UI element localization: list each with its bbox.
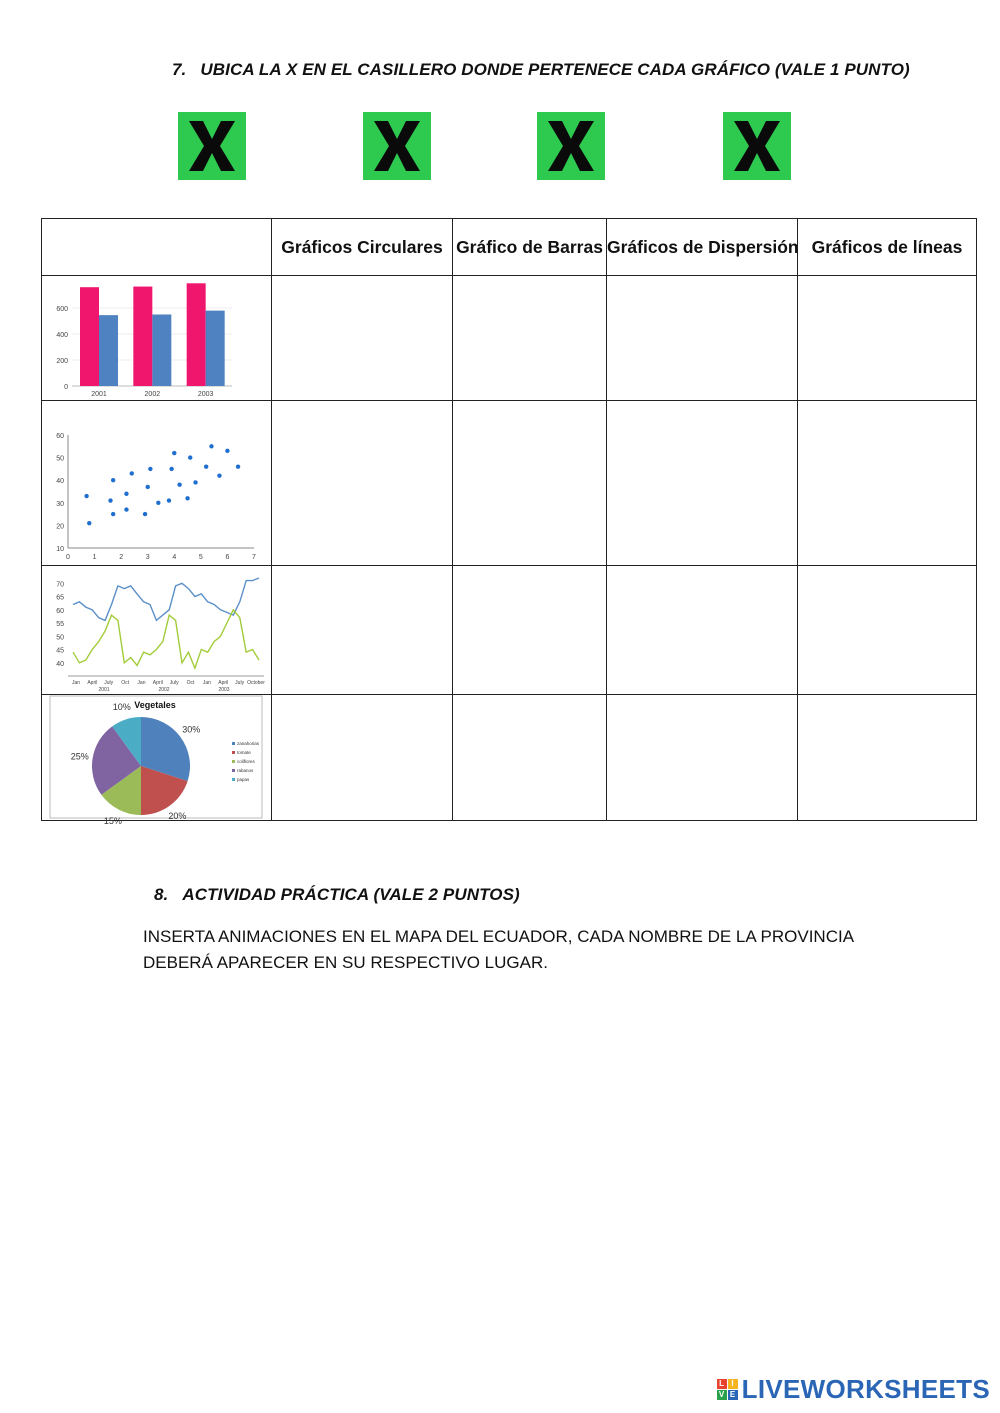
y-tick-label: 45 <box>56 647 64 655</box>
question-8-title <box>154 885 520 905</box>
legend-label: coliflores <box>237 759 255 764</box>
x-tick-label: 0 <box>66 554 70 561</box>
bar <box>206 311 225 386</box>
legend-label: papas <box>237 777 250 782</box>
answer-cell-row3-pie[interactable] <box>272 566 453 695</box>
y-tick-label: 60 <box>56 433 64 440</box>
question-8-instructions: INSERTA ANIMACIONES EN EL MAPA DEL ECUADOR, CADA NOMBRE DE LA PROVINCIA DEBERÁ APARECER EN SU RESPECTIVO LUGAR. <box>143 927 854 972</box>
x-tick-label: 2 <box>119 554 124 561</box>
legend-swatch <box>232 742 235 745</box>
year-label: 2002 <box>158 687 170 693</box>
x-tick-label: Jan <box>137 680 146 686</box>
legend-swatch <box>232 769 235 772</box>
scatter-chart-thumbnail <box>42 401 271 565</box>
year-label: 2001 <box>98 687 110 693</box>
scatter-point <box>156 501 160 505</box>
bar <box>152 315 171 387</box>
draggable-x-tile-3[interactable] <box>537 112 605 180</box>
x-tick-label: 7 <box>252 554 256 561</box>
slice-label: 25% <box>70 751 89 762</box>
x-tick-label: 2003 <box>197 391 214 398</box>
table-header-row <box>42 219 977 276</box>
scatter-point <box>225 449 229 453</box>
y-tick-label: 40 <box>56 478 64 486</box>
answer-cell-row1-scatter[interactable] <box>607 276 798 401</box>
x-tick-label: 3 <box>145 554 150 561</box>
header-scatter-charts: Gráficos de Dispersión <box>607 219 798 276</box>
answer-cell-row2-scatter[interactable] <box>607 401 798 566</box>
x-tick-label: July <box>235 680 245 686</box>
slice-label: 10% <box>112 702 131 712</box>
x-tick-label: 1 <box>92 554 97 561</box>
line-chart-thumbnail <box>42 566 271 694</box>
answer-cell-row1-pie[interactable] <box>272 276 453 401</box>
scatter-point <box>124 507 128 511</box>
scatter-point <box>185 496 189 500</box>
legend-label: rabanos <box>237 768 254 773</box>
thumbnail-cell-pie <box>42 695 272 827</box>
question-8-number: 8. <box>154 885 169 904</box>
x-tick-label: Jan <box>202 680 211 686</box>
x-mark-icon <box>368 117 426 175</box>
bar <box>133 287 152 386</box>
x-tick-label: Jan <box>71 680 81 686</box>
x-tick-label: Oct <box>121 680 129 686</box>
scatter-point <box>130 471 134 475</box>
bar-chart-thumbnail <box>42 276 271 400</box>
x-tick-label: October <box>247 680 265 686</box>
scatter-point <box>177 483 181 487</box>
scatter-point <box>111 478 115 482</box>
y-tick-label: 30 <box>56 500 64 508</box>
thumbnail-cell-scatter <box>42 401 272 566</box>
pie-chart-thumbnail <box>42 695 271 827</box>
x-tick-label: 4 <box>172 554 177 561</box>
y-tick-label: 0 <box>64 384 68 391</box>
header-bar-charts: Gráfico de Barras <box>453 219 607 276</box>
scatter-point <box>167 498 171 502</box>
answer-cell-row3-bar[interactable] <box>453 566 607 695</box>
y-tick-label: 50 <box>56 455 64 463</box>
x-mark-icon <box>728 117 786 175</box>
answer-cell-row4-scatter[interactable] <box>607 695 798 821</box>
x-tick-label: April <box>218 680 229 686</box>
scatter-point <box>108 498 112 502</box>
question-7-title <box>172 60 910 80</box>
draggable-x-tile-1[interactable] <box>178 112 246 180</box>
table-row <box>42 276 977 401</box>
answer-cell-row4-bar[interactable] <box>453 695 607 821</box>
scatter-point <box>124 492 128 496</box>
legend-label: tomate <box>237 750 251 755</box>
thumbnail-cell-line <box>42 566 272 695</box>
bar <box>99 315 118 386</box>
answer-cell-row2-line[interactable] <box>798 401 977 566</box>
y-tick-label: 600 <box>56 306 68 313</box>
scatter-point <box>143 512 147 516</box>
table-row <box>42 566 977 695</box>
x-tick-label: July <box>104 680 114 686</box>
x-mark-icon <box>542 117 600 175</box>
table-row <box>42 401 977 566</box>
scatter-point <box>84 494 88 498</box>
draggable-x-tile-2[interactable] <box>363 112 431 180</box>
answer-cell-row2-pie[interactable] <box>272 401 453 566</box>
scatter-point <box>209 444 213 448</box>
y-tick-label: 55 <box>56 621 64 629</box>
answer-cell-row4-line[interactable] <box>798 695 977 821</box>
scatter-point <box>148 467 152 471</box>
liveworksheets-wordmark: LIVEWORKSHEETS <box>741 1374 990 1404</box>
question-8-text: ACTIVIDAD PRÁCTICA (VALE 2 PUNTOS) <box>182 885 520 904</box>
slice-label: 15% <box>103 816 122 827</box>
answer-cell-row1-line[interactable] <box>798 276 977 401</box>
answer-cell-row2-bar[interactable] <box>453 401 607 566</box>
x-tick-label: April <box>152 680 163 686</box>
x-tick-label: 6 <box>225 554 230 561</box>
y-tick-label: 40 <box>56 660 64 668</box>
bar <box>187 283 206 386</box>
table-row <box>42 695 977 821</box>
x-tick-label: Oct <box>186 680 195 686</box>
liveworksheets-logo <box>717 1374 990 1405</box>
x-tick-label: 5 <box>198 554 203 561</box>
scatter-point <box>236 464 240 468</box>
question-7-text: UBICA LA X EN EL CASILLERO DONDE PERTENECE CADA GRÁFICO (VALE 1 PUNTO) <box>200 60 910 79</box>
legend-swatch <box>232 760 235 763</box>
scatter-point <box>193 480 197 484</box>
answer-cell-row1-bar[interactable] <box>453 276 607 401</box>
scatter-point <box>188 455 192 459</box>
scatter-point <box>146 485 150 489</box>
draggable-x-tile-4[interactable] <box>723 112 791 180</box>
header-pie-charts: Gráficos Circulares <box>272 219 453 276</box>
y-tick-label: 60 <box>56 607 64 615</box>
x-tick-label: 2001 <box>91 391 107 398</box>
scatter-point <box>217 473 221 477</box>
year-label: 2003 <box>218 687 230 693</box>
scatter-point <box>87 521 91 525</box>
y-tick-label: 20 <box>56 523 64 531</box>
x-mark-icon <box>183 117 241 175</box>
y-tick-label: 50 <box>56 634 64 642</box>
x-tick-label: 2002 <box>144 391 161 398</box>
y-tick-label: 400 <box>56 332 68 339</box>
slice-label: 30% <box>182 724 201 735</box>
slice-label: 20% <box>168 811 187 822</box>
bar <box>80 287 99 386</box>
thumbnail-cell-bar <box>42 276 272 401</box>
answer-cell-row4-pie[interactable] <box>272 695 453 821</box>
y-tick-label: 10 <box>56 546 64 553</box>
y-tick-label: 65 <box>56 594 64 602</box>
header-empty <box>42 219 272 276</box>
chart-title: Vegetales <box>134 700 176 710</box>
legend-swatch <box>232 778 235 781</box>
y-tick-label: 70 <box>56 581 64 589</box>
classification-table <box>41 218 977 827</box>
scatter-point <box>169 467 173 471</box>
answer-cell-row3-line[interactable] <box>798 566 977 695</box>
x-tick-label: April <box>87 680 98 686</box>
x-tiles-row <box>0 112 1000 182</box>
answer-cell-row3-scatter[interactable] <box>607 566 798 695</box>
legend-label: zanahorias <box>237 741 260 746</box>
x-tick-label: July <box>169 680 179 686</box>
y-tick-label: 200 <box>56 358 68 365</box>
question-7-number: 7. <box>172 60 187 79</box>
scatter-point <box>172 451 176 455</box>
scatter-point <box>204 464 208 468</box>
scatter-point <box>111 512 115 516</box>
liveworksheets-logo-icon: L I V E <box>717 1379 738 1400</box>
header-line-charts: Gráficos de líneas <box>798 219 977 276</box>
legend-swatch <box>232 751 235 754</box>
